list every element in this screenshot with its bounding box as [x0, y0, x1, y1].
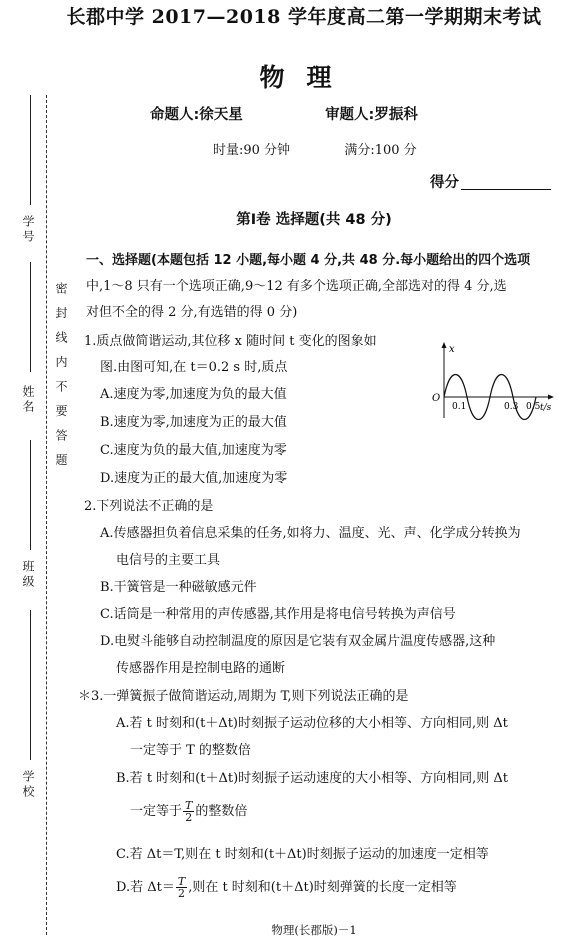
q3-option-d-fraction: [176, 876, 187, 899]
graph-x-arrow: [548, 395, 554, 400]
intro-line-2: 中,1～8 只有一个选项正确,9～12 有多个选项正确,全部选对的得 4 分,选: [86, 279, 507, 294]
seal-line-text: 密封线内不要答题: [54, 282, 68, 478]
q2-option-b: B.干簧管是一种磁敏感元件: [100, 580, 257, 595]
frac-denominator: 2: [178, 887, 186, 900]
subject-title: 物理: [259, 63, 354, 92]
q1-stem-line-2: 图.由图可知,在 t＝0.2 s 时,质点: [100, 360, 288, 375]
q2-option-d-line-2: 传感器作用是控制电路的通断: [116, 661, 286, 676]
intro-line-1-text: 一、选择题(本题包括 12 小题,每小题 4 分,共 48 分.每小题给出的四个选项: [86, 253, 531, 268]
q3-option-d-suffix: ,则在 t 时刻和(t＋Δt)时刻弹簧的长度一定相等: [188, 880, 457, 895]
q3-option-d: [116, 876, 457, 899]
frac-denominator: 2: [185, 811, 193, 824]
score-label: 得分: [430, 175, 459, 191]
graph-tick-0-3: 0.3: [504, 402, 519, 412]
q3-option-d-prefix: D.若 Δt＝: [116, 880, 175, 895]
graph-tick-0-1: 0.1: [452, 402, 467, 412]
q3-option-b-suffix: 的整数倍: [195, 804, 248, 819]
q3-option-b-line-2: [130, 800, 247, 823]
time-line: [213, 139, 417, 158]
setter: 命题人:徐天星: [150, 107, 243, 123]
frac-numerator: T: [185, 799, 193, 812]
q2-option-d-line-1: D.电熨斗能够自动控制温度的原因是它装有双金属片温度传感器,这种: [100, 634, 496, 649]
class-line: [30, 440, 31, 550]
student-id-label: 学号: [21, 215, 35, 245]
graph-tick-0-5: 0.5: [526, 402, 541, 412]
q2-option-c: C.话筒是一种常用的声传感器,其作用是将电信号转换为声信号: [100, 607, 456, 622]
graph-origin-label: O: [432, 393, 441, 404]
full-score: 满分:100 分: [344, 143, 417, 158]
q1-displacement-time-graph: [428, 340, 560, 420]
q3-option-b-fraction: [183, 800, 194, 823]
score-blank[interactable]: [461, 173, 551, 190]
score-field: [430, 171, 551, 192]
q1-option-b: B.速度为零,加速度为正的最大值: [100, 415, 287, 430]
exam-time: 时量:90 分钟: [213, 143, 291, 158]
class-label: 班级: [21, 560, 35, 590]
q1-stem-line-1: 1.质点做简谐运动,其位移 x 随时间 t 变化的图象如: [84, 334, 377, 349]
q3-option-c: C.若 Δt＝T,则在 t 时刻和(t＋Δt)时刻振子运动的加速度一定相等: [116, 847, 489, 862]
name-line: [30, 262, 31, 372]
exam-title: 长郡中学 2017—2018 学年度高二第一学期期末考试: [66, 6, 542, 28]
q3-stem: ＊3.一弹簧振子做简谐运动,周期为 T,则下列说法正确的是: [78, 689, 409, 704]
school-label: 学校: [21, 770, 35, 800]
q1-option-d: D.速度为正的最大值,加速度为零: [100, 471, 288, 486]
school-line: [30, 610, 31, 760]
intro-line-3: 对但不全的得 2 分,有选错的得 0 分): [86, 305, 298, 320]
q3-option-a-line-2: 一定等于 T 的整数倍: [130, 743, 251, 758]
graph-y-label: x: [449, 344, 455, 355]
q3-option-a-line-1: A.若 t 时刻和(t＋Δt)时刻振子运动位移的大小相等、方向相同,则 Δt: [116, 716, 508, 731]
reviewer: 审题人:罗振科: [325, 107, 418, 123]
q3-option-b-prefix: 一定等于: [130, 804, 183, 819]
frac-numerator: T: [177, 875, 186, 888]
q1-option-c: C.速度为负的最大值,加速度为零: [100, 443, 287, 458]
graph-y-arrow: [442, 342, 447, 348]
q2-option-a-line-1: A.传感器担负着信息采集的任务,如将力、温度、光、声、化学成分转换为: [100, 526, 521, 541]
page-footer: 物理(长郡版)－1: [271, 923, 357, 937]
student-id-line: [30, 95, 31, 205]
intro-line-1: [86, 248, 530, 274]
q1-option-a: A.速度为零,加速度为负的最大值: [100, 387, 287, 402]
authors-line: [150, 103, 550, 124]
q2-stem: 2.下列说法不正确的是: [84, 499, 214, 514]
section-title: 第Ⅰ卷 选择题(共 48 分): [236, 212, 392, 228]
q3-option-b-line-1: B.若 t 时刻和(t＋Δt)时刻振子运动速度的大小相等、方向相同,则 Δt: [116, 771, 509, 786]
graph-x-label: t/s: [540, 403, 552, 413]
name-label: 姓名: [21, 385, 35, 415]
q2-option-a-line-2: 电信号的主要工具: [116, 553, 221, 568]
